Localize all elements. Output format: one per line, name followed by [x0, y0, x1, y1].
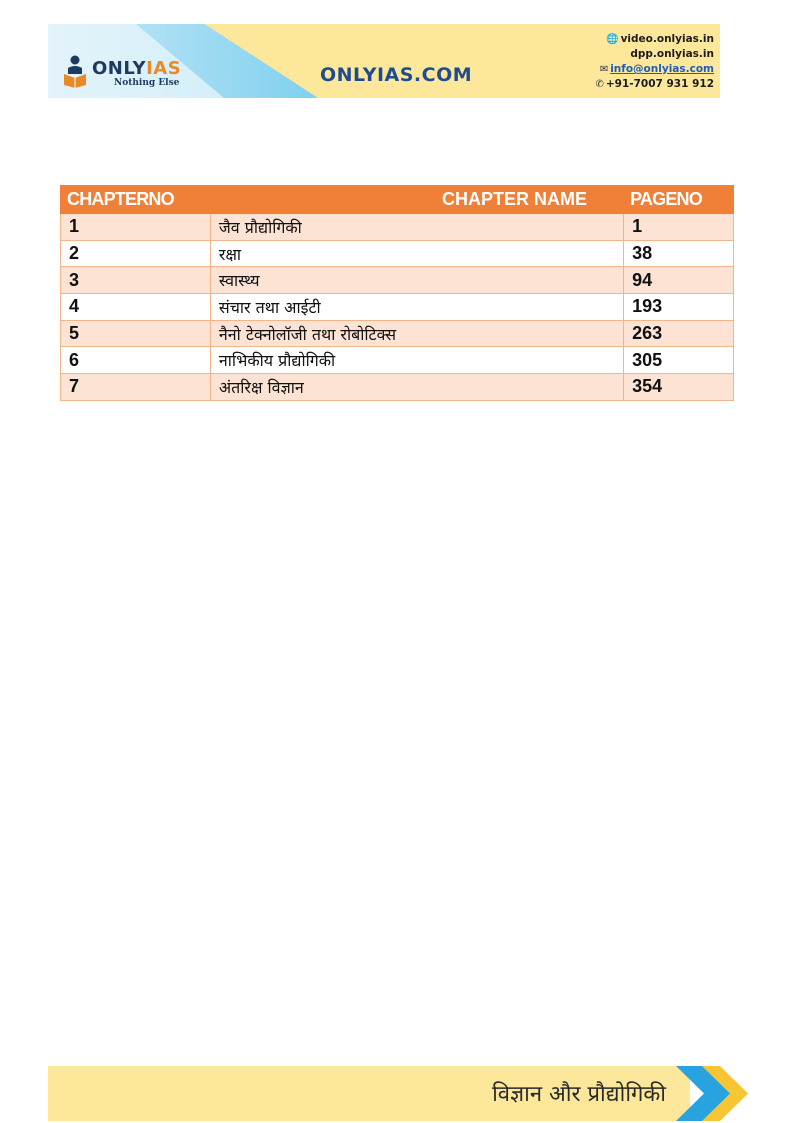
page-no-cell: 38 [624, 240, 734, 267]
email-icon: ✉ [599, 64, 609, 75]
contact-phone: +91-7007 931 912 [605, 78, 714, 90]
page-no-cell: 263 [624, 320, 734, 347]
phone-icon: ✆ [595, 79, 604, 90]
page-no-cell: 354 [624, 374, 734, 401]
chapter-name-cell: स्वास्थ्य [210, 267, 623, 294]
chapter-name-cell: रक्षा [210, 240, 623, 267]
table-row[interactable] [61, 240, 734, 267]
table-row[interactable] [61, 214, 734, 241]
contact-phone-row [574, 77, 714, 92]
logo-tagline: Nothing Else [114, 78, 180, 88]
chapter-no-cell: 1 [61, 214, 211, 241]
chapter-name-cell: जैव प्रौद्योगिकी [210, 214, 623, 241]
onlyias-logo [62, 54, 192, 92]
table-row[interactable] [61, 320, 734, 347]
chevron-right-icon [672, 1066, 748, 1121]
contact-dpp[interactable]: dpp.onlyias.in [630, 48, 714, 60]
contact-website-row [574, 32, 714, 47]
logo-person-book-icon [62, 54, 88, 88]
chapter-no-cell: 3 [61, 267, 211, 294]
table-row[interactable] [61, 294, 734, 321]
footer-banner [48, 1066, 690, 1121]
page-no-cell: 94 [624, 267, 734, 294]
contact-dpp-row [574, 47, 714, 62]
table-row[interactable] [61, 347, 734, 374]
chapter-no-cell: 7 [61, 374, 211, 401]
contact-website[interactable]: video.onlyias.in [620, 33, 714, 45]
table-row[interactable] [61, 267, 734, 294]
footer-subject-title: विज्ञान और प्रौद्योगिकी [492, 1082, 666, 1107]
globe-icon: 🌐 [606, 34, 619, 45]
chapter-no-cell: 6 [61, 347, 211, 374]
logo-wordmark: ONLYIAS [92, 58, 182, 79]
header-banner [48, 24, 720, 98]
table-header-row [61, 186, 734, 214]
contact-block [574, 32, 714, 92]
header-chapter-name: CHAPTER NAME [210, 186, 623, 214]
site-title: ONLYIAS.COM [320, 64, 473, 86]
header-page-no: PAGENO [624, 186, 734, 214]
chapter-name-cell: संचार तथा आईटी [210, 294, 623, 321]
chapter-name-cell: नाभिकीय प्रौद्योगिकी [210, 347, 623, 374]
chapter-table [60, 185, 734, 401]
header-chapter-no: CHAPTERNO [61, 186, 211, 214]
table-row[interactable] [61, 374, 734, 401]
chapter-no-cell: 2 [61, 240, 211, 267]
chapter-name-cell: अंतरिक्ष विज्ञान [210, 374, 623, 401]
contact-email-row [574, 62, 714, 77]
page-no-cell: 193 [624, 294, 734, 321]
page-no-cell: 1 [624, 214, 734, 241]
chapter-name-cell: नैनो टेक्नोलॉजी तथा रोबोटिक्स [210, 320, 623, 347]
page-no-cell: 305 [624, 347, 734, 374]
contact-email[interactable]: info@onlyias.com [610, 63, 714, 75]
chapter-no-cell: 5 [61, 320, 211, 347]
chapter-no-cell: 4 [61, 294, 211, 321]
